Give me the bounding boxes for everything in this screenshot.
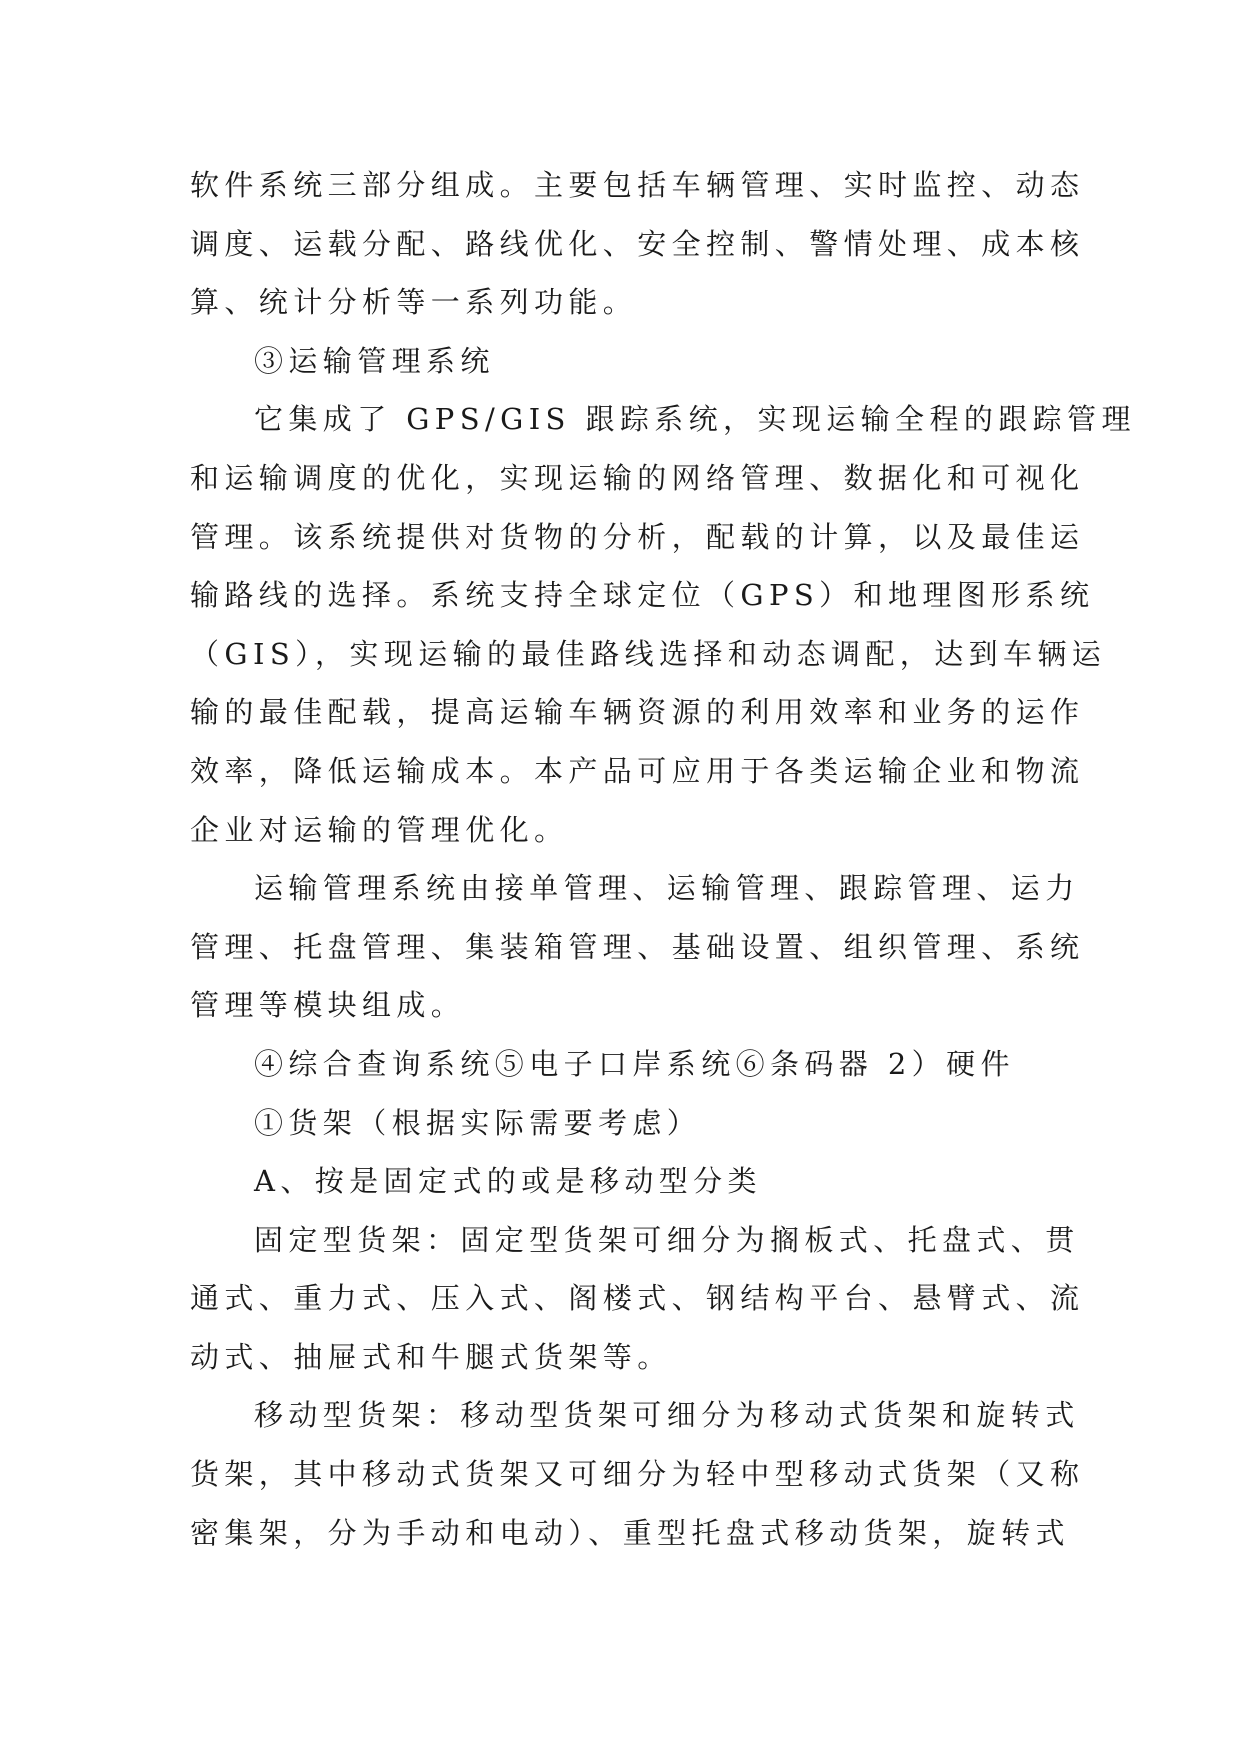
text-line: 管理等模块组成。 bbox=[190, 988, 466, 1023]
text-line: 通式、重力式、压入式、阁楼式、钢结构平台、悬臂式、流 bbox=[190, 1281, 1085, 1316]
section-heading: A、按是固定式的或是移动型分类 bbox=[254, 1164, 762, 1199]
text-line: 输的最佳配载，提高运输车辆资源的利用效率和业务的运作 bbox=[190, 695, 1085, 730]
text-line: 它集成了 GPS/GIS 跟踪系统，实现运输全程的跟踪管理 bbox=[254, 402, 1136, 437]
text-line: 和运输调度的优化，实现运输的网络管理、数据化和可视化 bbox=[190, 460, 1085, 495]
text-line: 管理、托盘管理、集装箱管理、基础设置、组织管理、系统 bbox=[190, 929, 1085, 964]
text-line: 管理。该系统提供对货物的分析，配载的计算，以及最佳运 bbox=[190, 519, 1085, 554]
text-line: 密集架，分为手动和电动）、重型托盘式移动货架，旋转式 bbox=[190, 1515, 1070, 1550]
text-line: 固定型货架：固定型货架可细分为搁板式、托盘式、贯 bbox=[254, 1222, 1080, 1257]
text-line: 调度、运载分配、路线优化、安全控制、警情处理、成本核 bbox=[190, 226, 1085, 261]
text-line: 输路线的选择。系统支持全球定位（GPS）和地理图形系统 bbox=[190, 578, 1095, 613]
text-line: 算、统计分析等一系列功能。 bbox=[190, 285, 638, 320]
text-line: 移动型货架：移动型货架可细分为移动式货架和旋转式 bbox=[254, 1398, 1080, 1433]
text-line: 动式、抽屉式和牛腿式货架等。 bbox=[190, 1339, 672, 1374]
text-line: （GIS），实现运输的最佳路线选择和动态调配，达到车辆运 bbox=[190, 636, 1107, 671]
text-line: 货架，其中移动式货架又可细分为轻中型移动式货架（又称 bbox=[190, 1457, 1085, 1492]
text-line: 企业对运输的管理优化。 bbox=[190, 812, 569, 847]
text-line: 运输管理系统由接单管理、运输管理、跟踪管理、运力 bbox=[254, 871, 1080, 906]
document-body bbox=[190, 156, 1136, 1562]
section-heading: ③运输管理系统 bbox=[254, 343, 495, 378]
text-line: 效率，降低运输成本。本产品可应用于各类运输企业和物流 bbox=[190, 753, 1085, 788]
section-heading: ①货架（根据实际需要考虑） bbox=[254, 1105, 702, 1140]
section-heading: ④综合查询系统⑤电子口岸系统⑥条码器 2）硬件 bbox=[254, 1046, 1015, 1081]
text-line: 软件系统三部分组成。主要包括车辆管理、实时监控、动态 bbox=[190, 168, 1085, 202]
